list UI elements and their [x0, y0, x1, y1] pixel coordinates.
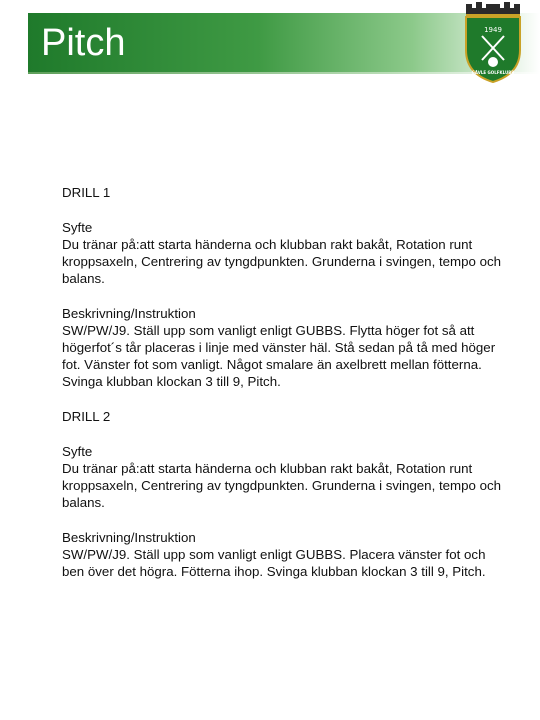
logo-year: 1949: [484, 26, 502, 34]
logo-club-name: GÄVLE GOLFKLUBB: [471, 70, 515, 75]
description-section: [62, 529, 502, 580]
description-section: [62, 305, 502, 390]
purpose-heading: Syfte: [62, 444, 93, 459]
page-title: Pitch: [41, 22, 126, 64]
purpose-section: [62, 443, 502, 511]
drill-title: DRILL 1: [62, 185, 111, 200]
description-text: SW/PW/J9. Ställ upp som vanligt enligt GUBBS. Placera vänster fot och ben över det högra. Fötterna ihop. Svinga klubban klockan 3 till 9, Pitch.: [62, 547, 486, 579]
purpose-heading: Syfte: [62, 220, 93, 235]
drill-content: [62, 184, 502, 598]
description-heading: Beskrivning/Instruktion: [62, 306, 196, 321]
drill-2: [62, 408, 502, 580]
description-text: SW/PW/J9. Ställ upp som vanligt enligt GUBBS. Flytta höger fot så att högerfot´s tår placeras i linje med vänster häl. Stå sedan på tå med höger fot. Vänster fot som vanligt. Något smalare än axelbrett mellan fötterna. Svinga klubban klockan 3 till 9, Pitch.: [62, 323, 496, 389]
club-logo-icon: [462, 0, 524, 84]
purpose-text: Du tränar på:att starta händerna och klubban rakt bakåt, Rotation runt kroppsaxeln, Centrering av tyngdpunkten. Grunderna i svingen, tempo och balans.: [62, 461, 502, 510]
purpose-section: [62, 219, 502, 287]
description-heading: Beskrivning/Instruktion: [62, 530, 196, 545]
purpose-text: Du tränar på:att starta händerna och klubban rakt bakåt, Rotation runt kroppsaxeln, Centrering av tyngdpunkten. Grunderna i svingen, tempo och balans.: [62, 237, 502, 286]
drill-title: DRILL 2: [62, 409, 111, 424]
drill-1: [62, 184, 502, 390]
